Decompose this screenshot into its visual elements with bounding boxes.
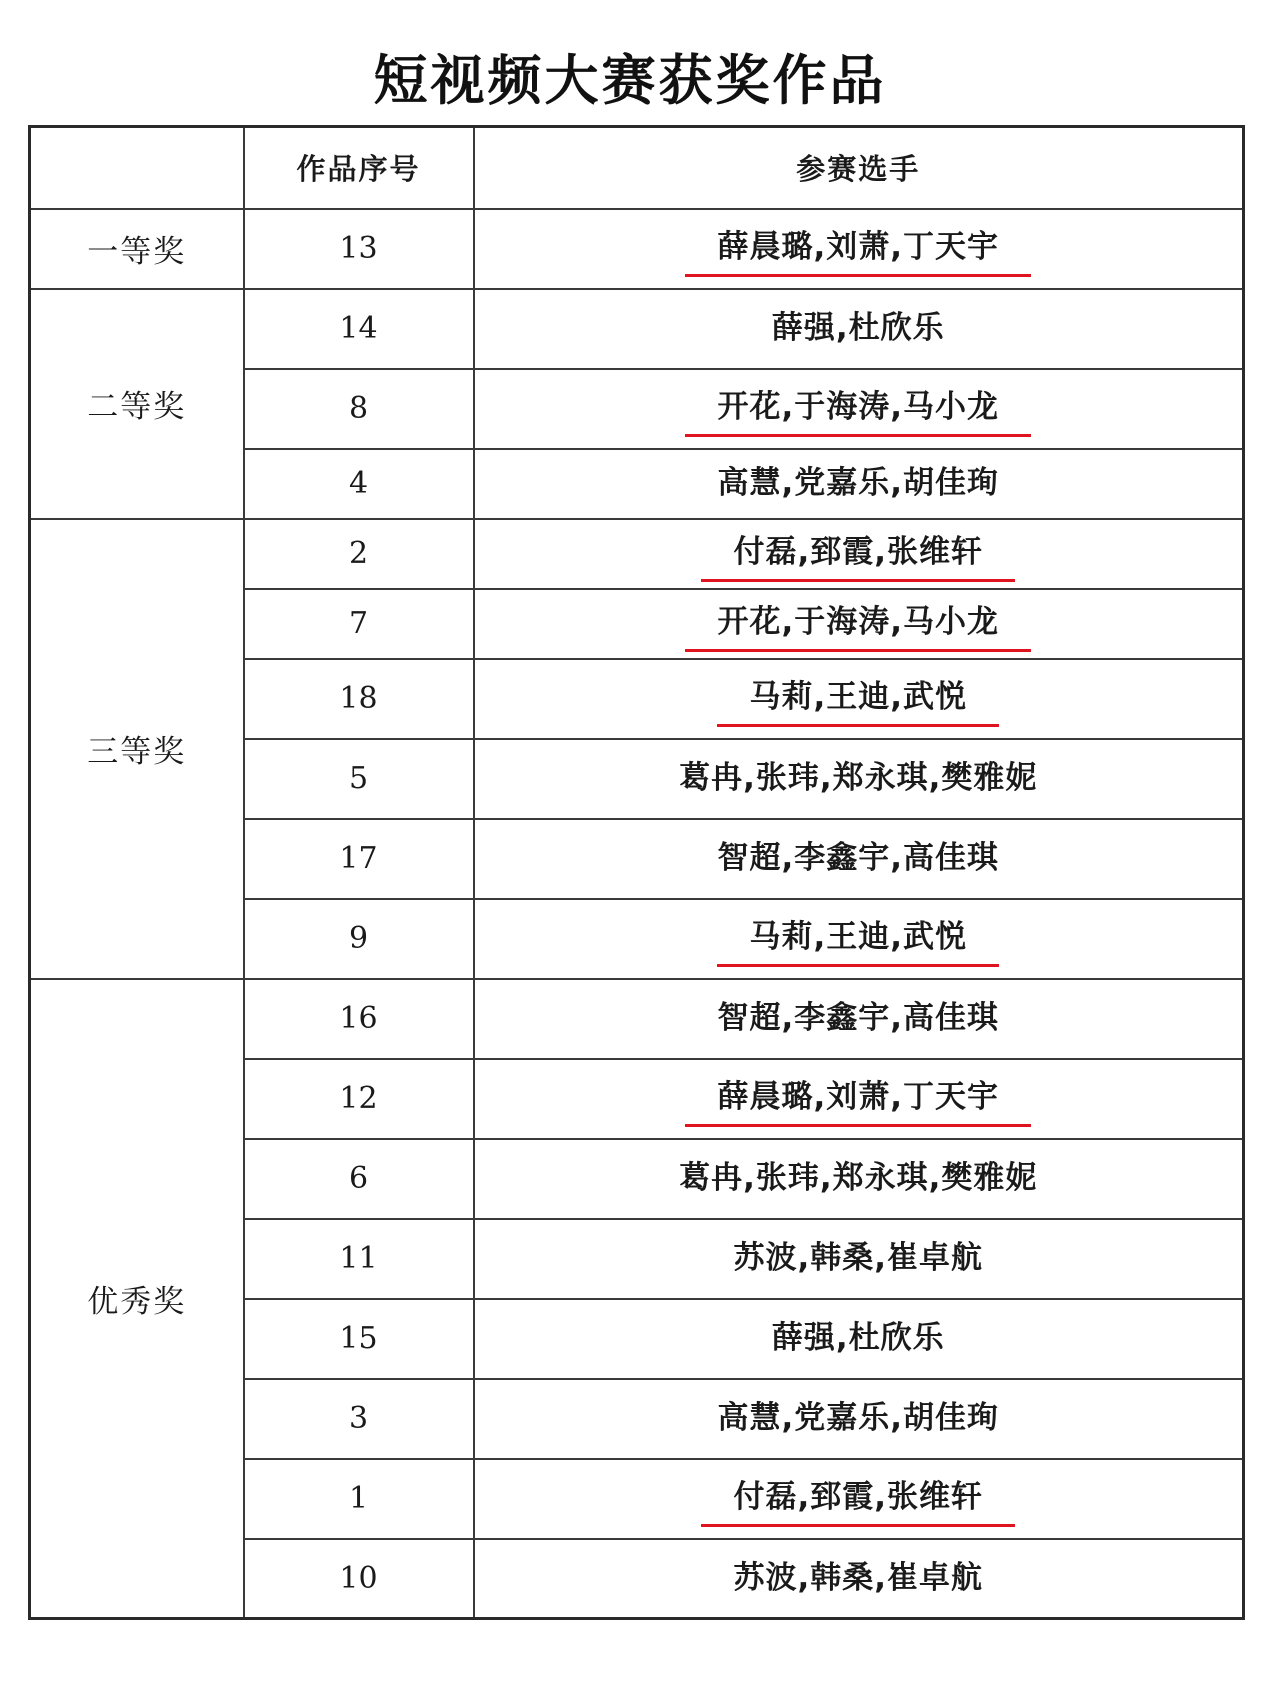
number-cell: 1 xyxy=(244,1459,474,1539)
page-title: 短视频大赛获奖作品 xyxy=(373,49,887,112)
table-row xyxy=(30,979,1244,1059)
players-name: 薛晨璐,刘萧,丁天宇 xyxy=(685,221,1031,277)
players-name: 葛冉,张玮,郑永琪,樊雅妮 xyxy=(679,1160,1038,1196)
prize-cell: 一等奖 xyxy=(30,209,244,289)
players-name: 马莉,王迪,武悦 xyxy=(717,671,999,727)
players-name: 智超,李鑫宇,高佳琪 xyxy=(717,840,1000,876)
players-name: 苏波,韩桑,崔卓航 xyxy=(733,1559,984,1596)
prize-cell: 二等奖 xyxy=(30,289,244,519)
players-cell xyxy=(474,659,1244,739)
players-name: 葛冉,张玮,郑永琪,樊雅妮 xyxy=(679,760,1038,796)
prize-column-header xyxy=(30,127,244,209)
prize-cell: 三等奖 xyxy=(30,519,244,979)
players-name: 马莉,王迪,武悦 xyxy=(717,911,999,967)
players-cell xyxy=(474,979,1244,1059)
players-name: 智超,李鑫宇,高佳琪 xyxy=(717,1000,1000,1036)
number-cell: 7 xyxy=(244,589,474,659)
number-cell: 11 xyxy=(244,1219,474,1299)
number-cell: 15 xyxy=(244,1299,474,1379)
players-cell xyxy=(474,739,1244,819)
players-name: 付磊,郅霞,张维轩 xyxy=(701,526,1015,582)
number-cell: 4 xyxy=(244,449,474,519)
players-name: 付磊,郅霞,张维轩 xyxy=(701,1471,1015,1527)
number-cell: 3 xyxy=(244,1379,474,1459)
players-cell xyxy=(474,1139,1244,1219)
players-name: 薛晨璐,刘萧,丁天宇 xyxy=(685,1071,1031,1127)
players-cell xyxy=(474,1379,1244,1459)
players-cell xyxy=(474,369,1244,449)
players-name: 开花,于海涛,马小龙 xyxy=(685,381,1031,437)
awards-table xyxy=(28,125,1245,1620)
number-column-header: 作品序号 xyxy=(244,127,474,209)
players-name: 薛强,杜欣乐 xyxy=(771,310,945,346)
table-row xyxy=(30,519,1244,589)
table-header-row xyxy=(30,127,1244,209)
number-cell: 9 xyxy=(244,899,474,979)
number-cell: 6 xyxy=(244,1139,474,1219)
players-cell xyxy=(474,449,1244,519)
number-cell: 14 xyxy=(244,289,474,369)
players-cell xyxy=(474,519,1244,589)
number-cell: 16 xyxy=(244,979,474,1059)
players-column-header: 参赛选手 xyxy=(474,127,1244,209)
players-cell xyxy=(474,289,1244,369)
players-name: 高慧,党嘉乐,胡佳珣 xyxy=(717,465,1000,501)
players-name: 开花,于海涛,马小龙 xyxy=(685,596,1031,652)
players-name: 薛强,杜欣乐 xyxy=(771,1320,945,1356)
number-cell: 8 xyxy=(244,369,474,449)
number-cell: 10 xyxy=(244,1539,474,1619)
number-cell: 5 xyxy=(244,739,474,819)
players-name: 苏波,韩桑,崔卓航 xyxy=(733,1240,984,1276)
table-row xyxy=(30,289,1244,369)
number-cell: 2 xyxy=(244,519,474,589)
number-cell: 13 xyxy=(244,209,474,289)
prize-cell: 优秀奖 xyxy=(30,979,244,1619)
number-cell: 17 xyxy=(244,819,474,899)
players-cell xyxy=(474,209,1244,289)
players-cell xyxy=(474,1059,1244,1139)
number-cell: 18 xyxy=(244,659,474,739)
players-cell xyxy=(474,1459,1244,1539)
players-cell xyxy=(474,589,1244,659)
players-cell xyxy=(474,899,1244,979)
players-cell xyxy=(474,1539,1244,1619)
number-cell: 12 xyxy=(244,1059,474,1139)
players-cell xyxy=(474,1299,1244,1379)
players-name: 高慧,党嘉乐,胡佳珣 xyxy=(717,1400,1000,1436)
table-row xyxy=(30,209,1244,289)
players-cell xyxy=(474,1219,1244,1299)
players-cell xyxy=(474,819,1244,899)
